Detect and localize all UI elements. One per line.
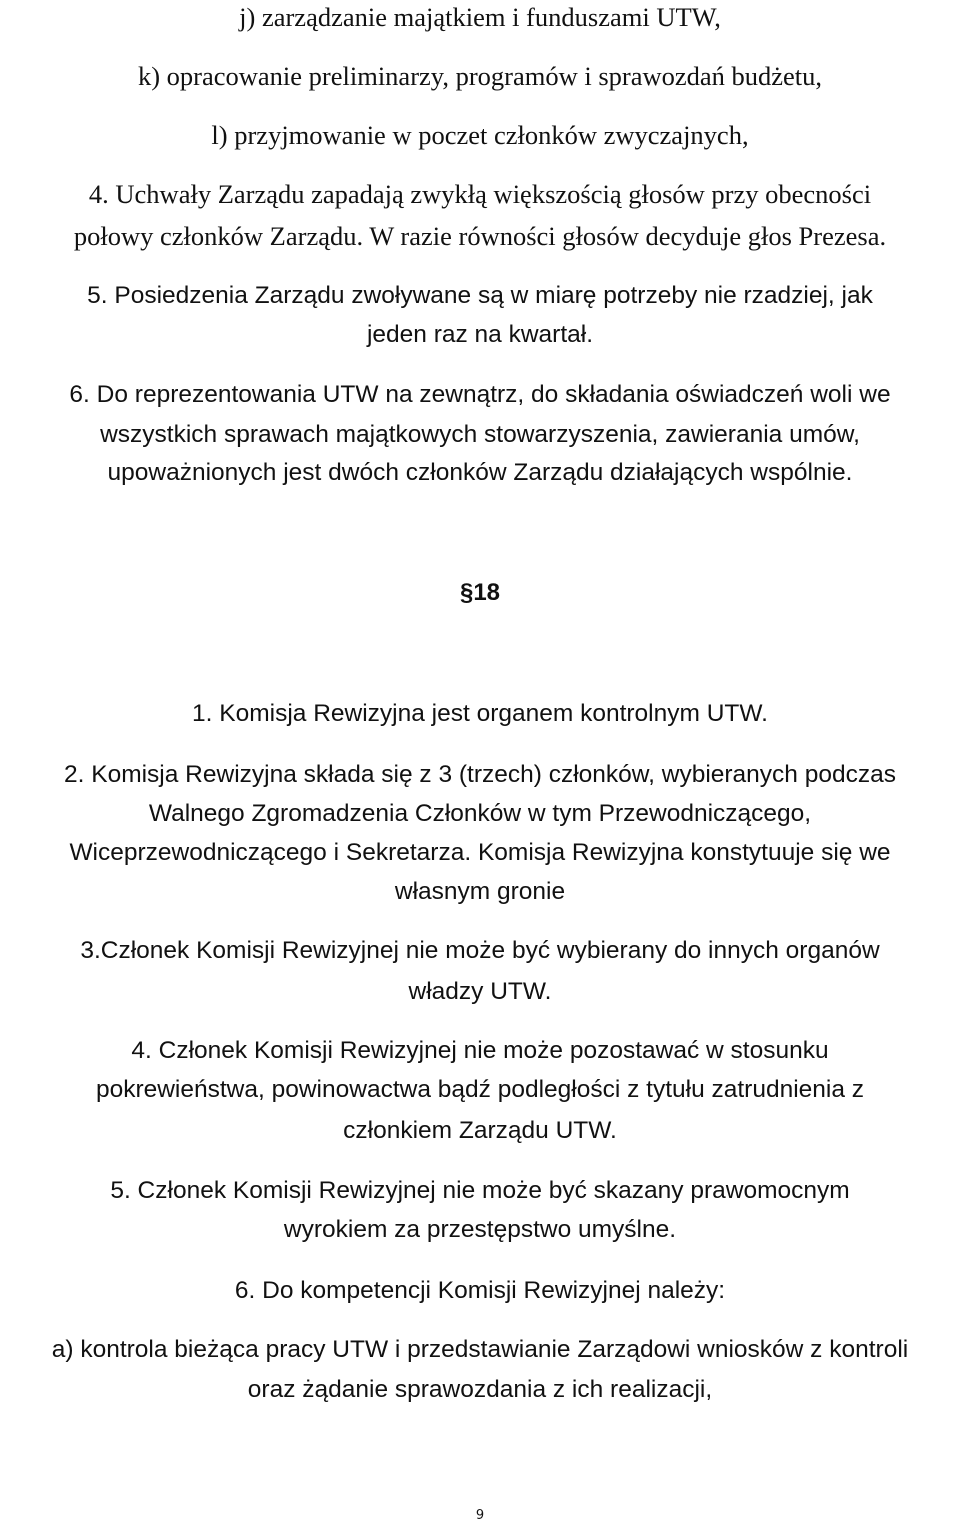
text-line: upoważnionych jest dwóch członków Zarządu działających wspólnie. [107, 459, 853, 486]
section-heading: §18 [459, 579, 501, 606]
text-line: 3.Członek Komisji Rewizyjnej nie może być wybierany do innych organów [80, 937, 880, 964]
text-line: k) opracowanie preliminarzy, programów i sprawozdań budżetu, [137, 61, 823, 91]
text-line: wyrokiem za przestępstwo umyślne. [283, 1216, 677, 1243]
text-line: j) zarządzanie majątkiem i funduszami UTW, [239, 2, 721, 32]
text-line: jeden raz na kwartał. [366, 321, 594, 348]
text-line: 5. Posiedzenia Zarządu zwoływane są w miarę potrzeby nie rzadziej, jak [87, 282, 873, 309]
text-line: wszystkich sprawach majątkowych stowarzyszenia, zawierania umów, [100, 421, 860, 448]
text-line: oraz żądanie sprawozdania z ich realizacji, [247, 1376, 713, 1403]
text-line: 6. Do reprezentowania UTW na zewnątrz, do składania oświadczeń woli we [69, 381, 891, 408]
text-line: 4. Członek Komisji Rewizyjnej nie może pozostawać w stosunku [131, 1037, 829, 1064]
text-line: a) kontrola bieżąca pracy UTW i przedstawianie Zarządowi wniosków z kontroli [51, 1336, 909, 1363]
text-line: pokrewieństwa, powinowactwa bądź podległości z tytułu zatrudnienia z [95, 1076, 865, 1103]
text-line: 6. Do kompetencji Komisji Rewizyjnej należy: [234, 1277, 726, 1304]
text-line: 1. Komisja Rewizyjna jest organem kontrolnym UTW. [192, 700, 768, 727]
text-line: połowy członków Zarządu. W razie równości głosów decyduje głos Prezesa. [73, 221, 887, 251]
text-line: l) przyjmowanie w poczet członków zwyczajnych, [211, 120, 749, 150]
text-line: władzy UTW. [408, 978, 552, 1005]
text-line: członkiem Zarządu UTW. [343, 1117, 617, 1144]
text-line: 2. Komisja Rewizyjna składa się z 3 (trzech) członków, wybieranych podczas [64, 761, 896, 788]
text-line: Walnego Zgromadzenia Członków w tym Przewodniczącego, [148, 800, 812, 827]
text-line: własnym gronie [394, 878, 566, 905]
text-line: 5. Członek Komisji Rewizyjnej nie może być skazany prawomocnym [110, 1177, 850, 1204]
text-line: 4. Uchwały Zarządu zapadają zwykłą większością głosów przy obecności [88, 179, 872, 209]
text-line: Wiceprzewodniczącego i Sekretarza. Komisja Rewizyjna konstytuuje się we [69, 839, 891, 866]
page-number: 9 [475, 1508, 485, 1523]
